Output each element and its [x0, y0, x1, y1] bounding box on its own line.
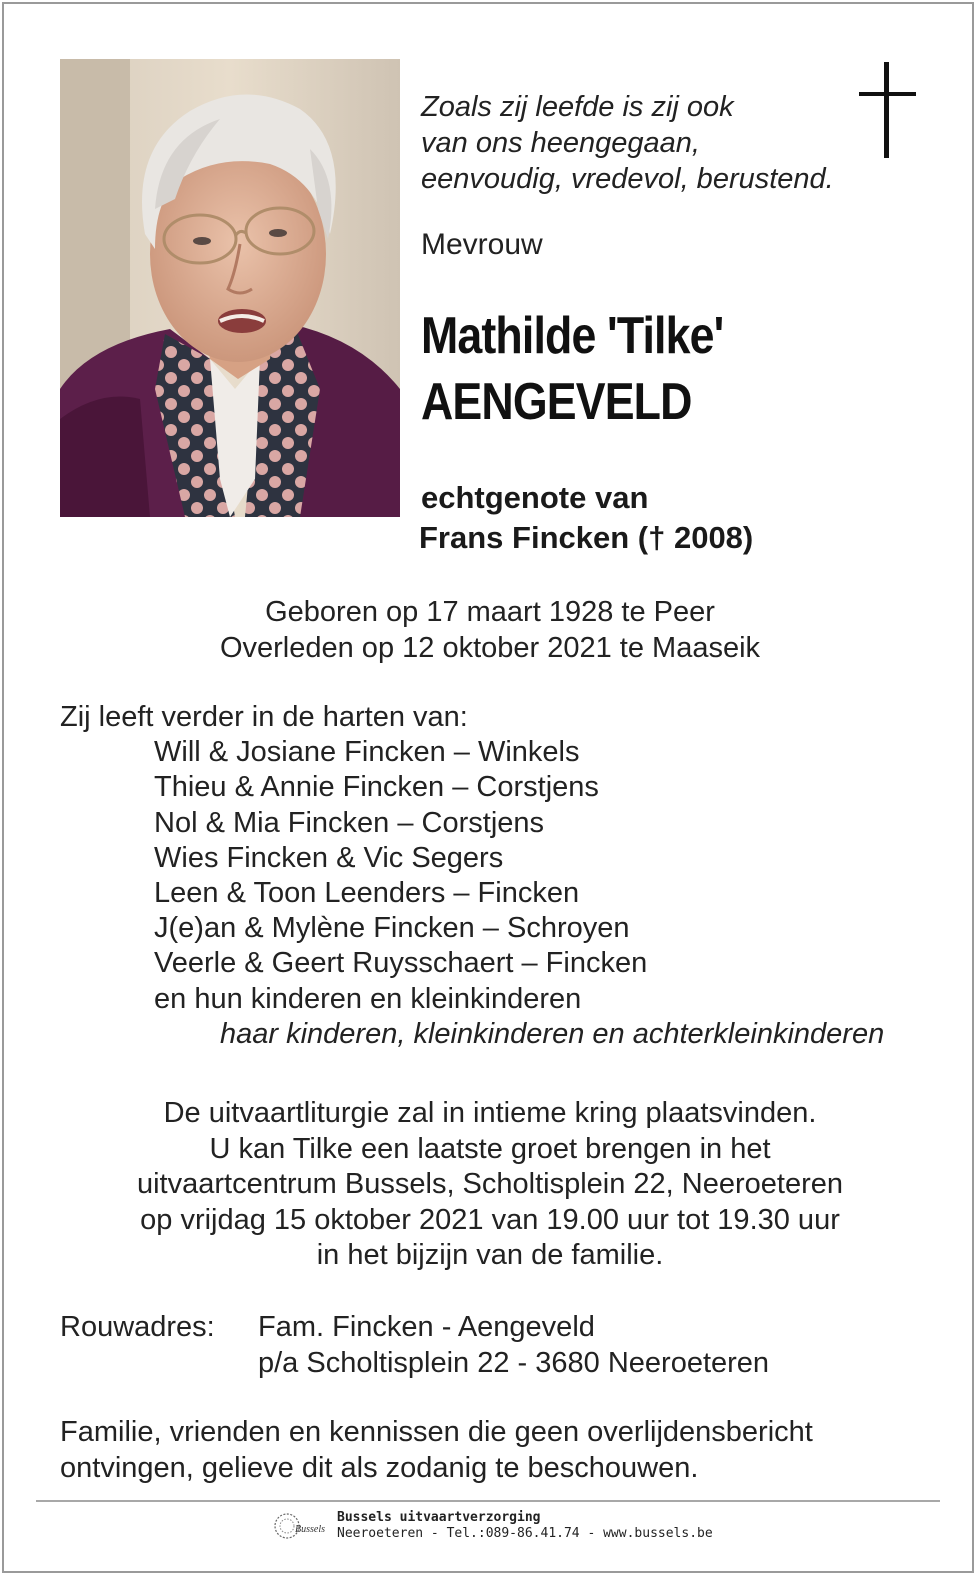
family-member: Leen & Toon Leenders – Fincken: [154, 877, 580, 910]
notice-line: Familie, vrienden en kennissen die geen overlijdensbericht: [60, 1416, 813, 1448]
family-intro: Zij leeft verder in de harten van:: [60, 701, 468, 733]
spouse-name: Frans Fincken († 2008): [419, 520, 754, 555]
deceased-first-name: Mathilde 'Tilke': [421, 307, 724, 365]
address-line: Fam. Fincken - Aengeveld: [258, 1311, 595, 1343]
bussels-logo-icon: [273, 1510, 329, 1542]
footer-info: [337, 1510, 713, 1542]
logo-text: Bussels: [295, 1524, 325, 1535]
notice-line: ontvingen, gelieve dit als zodanig te beschouwen.: [60, 1452, 699, 1484]
family-closing: haar kinderen, kleinkinderen en achterkleinkinderen: [220, 1017, 885, 1050]
notice-text: [60, 1414, 940, 1486]
life-dates: [0, 594, 980, 666]
family-member: Will & Josiane Fincken – Winkels: [154, 736, 580, 769]
funeral-liturgy-info: [0, 1096, 980, 1274]
memorial-poem: [421, 89, 851, 197]
company-contact: Neeroeteren - Tel.:089-86.41.74 - www.bussels.be: [337, 1526, 713, 1541]
family-member: Thieu & Annie Fincken – Corstjens: [154, 771, 599, 804]
deceased-name: [421, 303, 723, 435]
company-name: Bussels uitvaartverzorging: [337, 1510, 541, 1525]
death-date: Overleden op 12 oktober 2021 te Maaseik: [219, 632, 761, 664]
spouse-block: [421, 478, 753, 558]
liturgy-line: De uitvaartliturgie zal in intieme kring plaatsvinden.: [163, 1097, 817, 1129]
portrait-photo: [60, 59, 400, 517]
family-member: en hun kinderen en kleinkinderen: [154, 982, 582, 1015]
relation-label: echtgenote van: [421, 480, 649, 515]
family-list: [60, 700, 940, 1052]
poem-line: van ons heengegaan,: [421, 127, 700, 159]
deceased-last-name: AENGEVELD: [421, 373, 692, 431]
address-label: Rouwadres:: [60, 1311, 215, 1343]
address-line: p/a Scholtisplein 22 - 3680 Neeroeteren: [258, 1347, 770, 1379]
liturgy-line: in het bijzijn van de familie.: [316, 1239, 664, 1271]
birth-date: Geboren op 17 maart 1928 te Peer: [265, 596, 715, 628]
family-member: J(e)an & Mylène Fincken – Schroyen: [154, 912, 630, 945]
liturgy-line: uitvaartcentrum Bussels, Scholtisplein 22, Neeroeteren: [136, 1168, 844, 1200]
address-lines: [258, 1309, 769, 1381]
salutation: Mevrouw: [421, 228, 543, 261]
cross-icon: [858, 62, 918, 160]
family-member: Veerle & Geert Ruysschaert – Fincken: [154, 947, 648, 980]
poem-line: Zoals zij leefde is zij ook: [421, 91, 734, 123]
family-member: Nol & Mia Fincken – Corstjens: [154, 806, 545, 839]
liturgy-line: op vrijdag 15 oktober 2021 van 19.00 uur tot 19.30 uur: [140, 1203, 840, 1236]
poem-line: eenvoudig, vredevol, berustend.: [421, 163, 834, 195]
family-member: Wies Fincken & Vic Segers: [154, 841, 504, 874]
liturgy-line: U kan Tilke een laatste groet brengen in het: [209, 1132, 771, 1165]
footer-divider: [36, 1500, 940, 1502]
